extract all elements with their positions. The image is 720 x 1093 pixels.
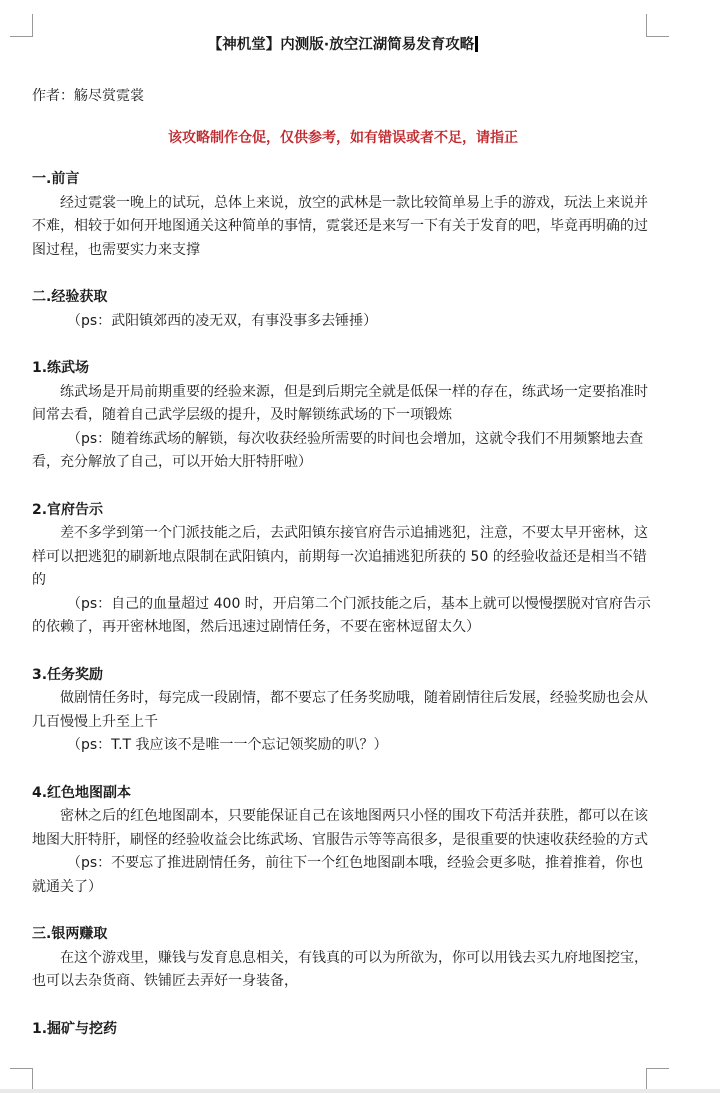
page-bottom-edge	[0, 1089, 720, 1093]
note-experience: （ps：武阳镇郊西的凌无双，有事没事多去锤捶）	[67, 312, 378, 329]
crop-mark-bottom-left	[10, 1068, 33, 1091]
subsection-heading-quest-rewards: 3.任务奖励	[32, 666, 104, 683]
section-heading-experience: 二.经验获取	[32, 289, 108, 305]
paragraph-silver: 在这个游戏里，赚钱与发育息息相关，有钱真的可以为所欲为，你可以用钱去买九府地图挖宝，也可以去杂货商、铁铺匠去弄好一身装备，	[32, 949, 648, 989]
document-title	[32, 34, 654, 58]
paragraph-red-map-dungeon: 密林之后的红色地图副本，只要能保证自己在该地图两只小怪的围攻下苟活并获胜，都可以在该地图大肝特肝，刷怪的经验收益会比练武场、官服告示等等高很多，是很重要的快速收获经验的方式	[32, 808, 648, 848]
paragraph-quest-rewards: 做剧情任务时，每完成一段剧情，都不要忘了任务奖励哦，随着剧情往后发展，经验奖励也会从几百慢慢上升至上千	[32, 690, 648, 730]
text-cursor	[475, 36, 478, 52]
subsection-heading-training-ground: 1.练武场	[32, 360, 90, 376]
crop-mark-bottom-right	[646, 1068, 669, 1091]
paragraph-training-ground: 练武场是开局前期重要的经验来源，但是到后期完全就是低保一样的存在，练武场一定要掐准时间常去看，随着自己武学层级的提升，及时解锁练武场的下一项锻炼	[32, 383, 648, 423]
subsection-heading-mining-herbs: 1.掘矿与挖药	[32, 1020, 118, 1037]
title-text: 【神机堂】内测版·放空江湖简易发育攻略	[207, 37, 475, 53]
author-line: 作者：觞尽赏霓裳	[32, 88, 144, 104]
note-red-map-dungeon: （ps：不要忘了推进剧情任务，前往下一个红色地图副本哦，经验会更多哒，推着推着，你也就通关了）	[32, 855, 644, 895]
note-quest-rewards: （ps：T.T 我应该不是唯一一个忘记领奖励的叭？）	[67, 737, 388, 753]
disclaimer-notice: 该攻略制作仓促，仅供参考，如有错误或者不足，请指正	[168, 129, 518, 146]
note-training-ground: （ps：随着练武场的解锁，每次收获经验所需要的时间也会增加，这就令我们不用频繁地去查看，充分解放了自己，可以开始大肝特肝啦）	[32, 430, 644, 470]
subsection-heading-government-notice: 2.官府告示	[32, 501, 104, 518]
paragraph-government-notice: 差不多学到第一个门派技能之后，去武阳镇东接官府告示追捕逃犯，注意，不要太早开密林，这样可以把逃犯的刷新地点限制在武阳镇内，前期每一次追捕逃犯所获的 50 的经验收益还是相当不错的	[32, 525, 648, 588]
paragraph-preface: 经过霓裳一晚上的试玩，总体上来说，放空的武林是一款比较简单易上手的游戏，玩法上来说并不难，相较于如何开地图通关这种简单的事情，霓裳还是来写一下有关于发育的吧，毕竟再明确的过图过程，也需要实力来支撑	[32, 194, 648, 258]
crop-mark-top-left	[10, 14, 33, 37]
section-heading-preface: 一.前言	[32, 171, 80, 187]
document-body[interactable]	[32, 34, 654, 1041]
subsection-heading-red-map-dungeon: 4.红色地图副本	[32, 784, 132, 801]
section-heading-silver: 三.银两赚取	[32, 926, 108, 942]
note-government-notice: （ps：自己的血量超过 400 时，开启第二个门派技能之后，基本上就可以慢慢摆脱对官府告示的依赖了，再开密林地图，然后迅速过剧情任务，不要在密林逗留太久）	[32, 595, 651, 635]
